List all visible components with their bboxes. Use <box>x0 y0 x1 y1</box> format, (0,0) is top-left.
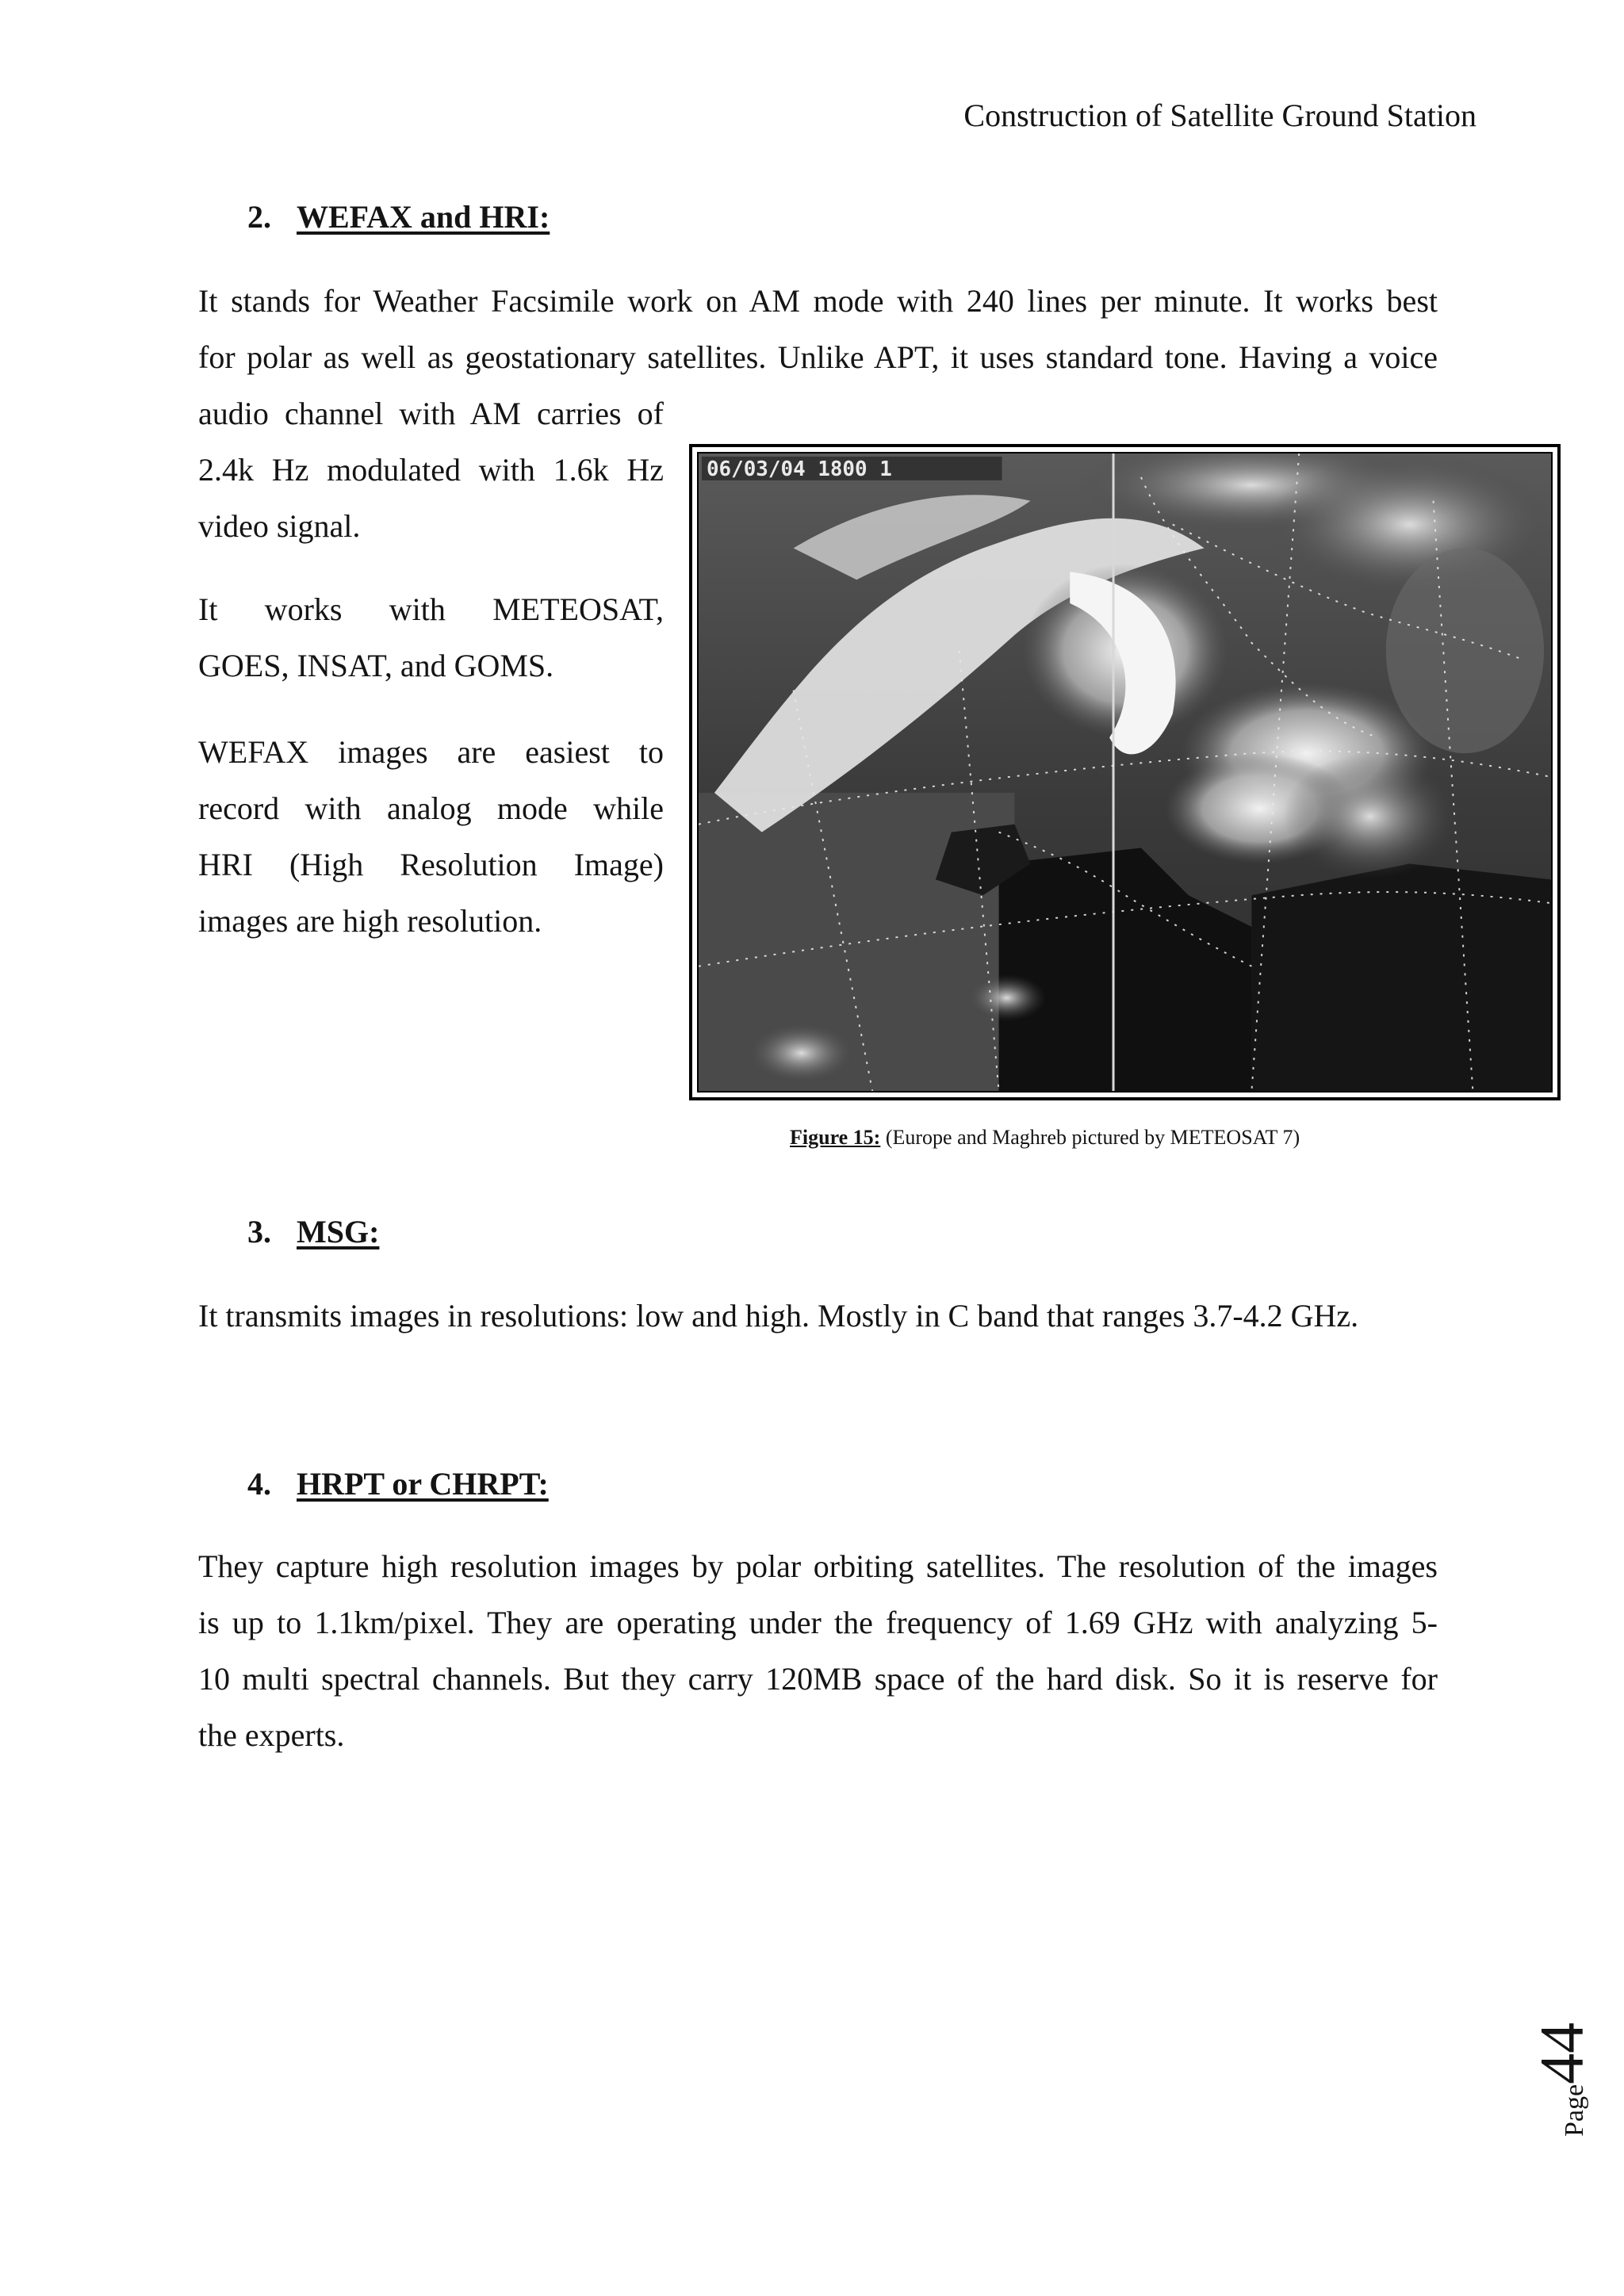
text-line: is up to 1.1km/pixel. They are operating under the frequency of 1.69 GHz with analyzing 5- <box>198 1605 1438 1640</box>
text-line: It works with METEOSAT, <box>198 591 664 627</box>
text-line: the experts. <box>198 1717 345 1753</box>
satellite-image <box>697 452 1553 1093</box>
wefax-intro <box>198 273 1438 385</box>
satellite-image-figure <box>689 444 1561 1100</box>
wefax-side-paragraph-2 <box>198 581 664 694</box>
text-line: GOES, INSAT, and GOMS. <box>198 648 554 683</box>
text-line: for polar as well as geostationary satellites. Unlike APT, it uses standard tone. Having a voice <box>198 339 1438 375</box>
page-number-value: 44 <box>1527 2022 1596 2084</box>
figure-caption <box>790 1126 1300 1150</box>
text-line: They capture high resolution images by polar orbiting satellites. The resolution of the images <box>198 1548 1438 1584</box>
text-line: images are high resolution. <box>198 903 542 939</box>
section-title: WEFAX and HRI: <box>297 199 550 235</box>
page-number <box>1526 2002 1596 2137</box>
section-heading-msg <box>247 1213 379 1250</box>
text-line: record with analog mode while <box>198 790 664 826</box>
text-line: video signal. <box>198 508 361 544</box>
section-number: 3. <box>247 1214 271 1249</box>
page-header: Construction of Satellite Ground Station <box>963 98 1477 133</box>
text-line: It stands for Weather Facsimile work on AM mode with 240 lines per minute. It works best <box>198 283 1438 319</box>
text-line: audio channel with AM carries of <box>198 396 664 431</box>
section-number: 4. <box>247 1466 271 1502</box>
caption-label: Figure 15: <box>790 1126 881 1149</box>
section-title: MSG: <box>297 1214 380 1249</box>
text-line: 10 multi spectral channels. But they carry 120MB space of the hard disk. So it is reserve for <box>198 1661 1438 1697</box>
figure-overlay-text: 06/03/04 1800 1 <box>706 457 892 481</box>
page-label: Page <box>1560 2084 1589 2137</box>
section-title: HRPT or CHRPT: <box>297 1466 549 1502</box>
section-heading-wefax <box>247 198 550 235</box>
satellite-image-graphic <box>699 453 1551 1091</box>
caption-text: (Europe and Maghreb pictured by METEOSAT 7) <box>880 1126 1300 1149</box>
text-line: 2.4k Hz modulated with 1.6k Hz <box>198 452 664 488</box>
section-heading-hrpt <box>247 1465 549 1502</box>
text-line: WEFAX images are easiest to <box>198 734 664 770</box>
text-line: HRI (High Resolution Image) <box>198 847 664 882</box>
section-number: 2. <box>247 199 271 235</box>
hrpt-body <box>198 1538 1438 1763</box>
wefax-side-paragraph-3 <box>198 724 664 949</box>
msg-body <box>198 1288 1438 1344</box>
wefax-side-paragraph-1 <box>198 385 664 554</box>
text-line: It transmits images in resolutions: low and high. Mostly in C band that ranges 3.7-4.2 GHz. <box>198 1298 1359 1334</box>
